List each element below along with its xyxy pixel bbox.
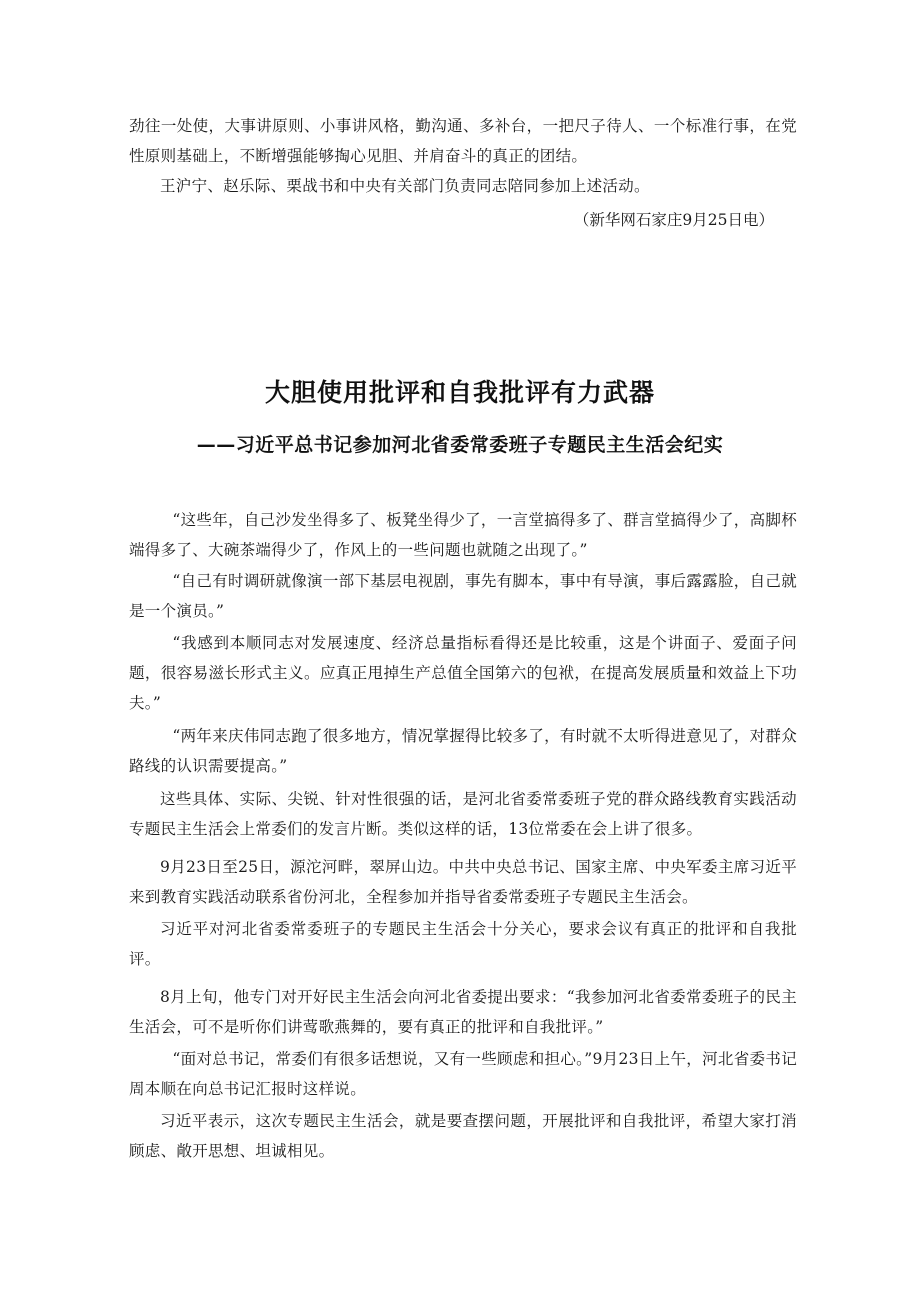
paragraph-accompany: 王沪宁、赵乐际、栗战书和中央有关部门负责同志陪同参加上述活动。 bbox=[160, 177, 650, 195]
body-paragraph-6: 习近平表示，这次专题民主生活会，就是要查摆问题，开展批评和自我批评，希望大家打消顾虑、敞开思想、坦诚相见。 bbox=[129, 1112, 797, 1160]
body-paragraph-5: “面对总书记，常委们有很多话想说，又有一些顾虑和担心。”9月23日上午，河北省委书记周本顺在向总书记汇报时这样说。 bbox=[129, 1050, 797, 1098]
quote-paragraph-4: “两年来庆伟同志跑了很多地方，情况掌握得比较多了，有时就不太听得进意见了，对群众路线的认识需要提高。” bbox=[129, 727, 797, 775]
body-paragraph-2: 9月23日至25日，源沱河畔，翠屏山边。中共中央总书记、国家主席、中央军委主席习近平来到教育实践活动联系省份河北，全程参加并指导省委常委班子专题民主生活会。 bbox=[129, 858, 797, 906]
body-paragraph-1: 这些具体、实际、尖锐、针对性很强的话，是河北省委常委班子党的群众路线教育实践活动专题民主生活会上常委们的发言片断。类似这样的话，13位常委在会上讲了很多。 bbox=[129, 790, 797, 838]
dateline: （新华网石家庄9月25日电） bbox=[573, 211, 774, 229]
article-title: 大胆使用批评和自我批评有力武器 bbox=[264, 378, 655, 407]
paragraph-unity: 劲往一处使，大事讲原则、小事讲风格，勤沟通、多补台，一把尺子待人、一个标准行事，在党性原则基础上，不断增强能够掏心见胆、并肩奋斗的真正的团结。 bbox=[129, 117, 797, 165]
body-paragraph-4: 8月上旬，他专门对开好民主生活会向河北省委提出要求：“我参加河北省委常委班子的民主生活会，可不是听你们讲莺歌燕舞的，要有真正的批评和自我批评。” bbox=[129, 988, 797, 1036]
body-paragraph-3: 习近平对河北省委常委班子的专题民主生活会十分关心，要求会议有真正的批评和自我批评。 bbox=[129, 920, 797, 968]
article-subtitle: ——习近平总书记参加河北省委常委班子专题民主生活会纪实 bbox=[196, 434, 724, 456]
quote-paragraph-1: “这些年，自己沙发坐得多了、板凳坐得少了，一言堂搞得多了、群言堂搞得少了，高脚杯端得多了、大碗茶端得少了，作风上的一些问题也就随之出现了。” bbox=[129, 511, 797, 559]
quote-paragraph-2: “自己有时调研就像演一部下基层电视剧，事先有脚本，事中有导演，事后露露脸，自己就是一个演员。” bbox=[129, 572, 797, 620]
quote-paragraph-3: “我感到本顺同志对发展速度、经济总量指标看得还是比较重，这是个讲面子、爱面子问题，很容易滋长形式主义。应真正甩掉生产总值全国第六的包袱，在提高发展质量和效益上下功夫。” bbox=[129, 634, 797, 712]
